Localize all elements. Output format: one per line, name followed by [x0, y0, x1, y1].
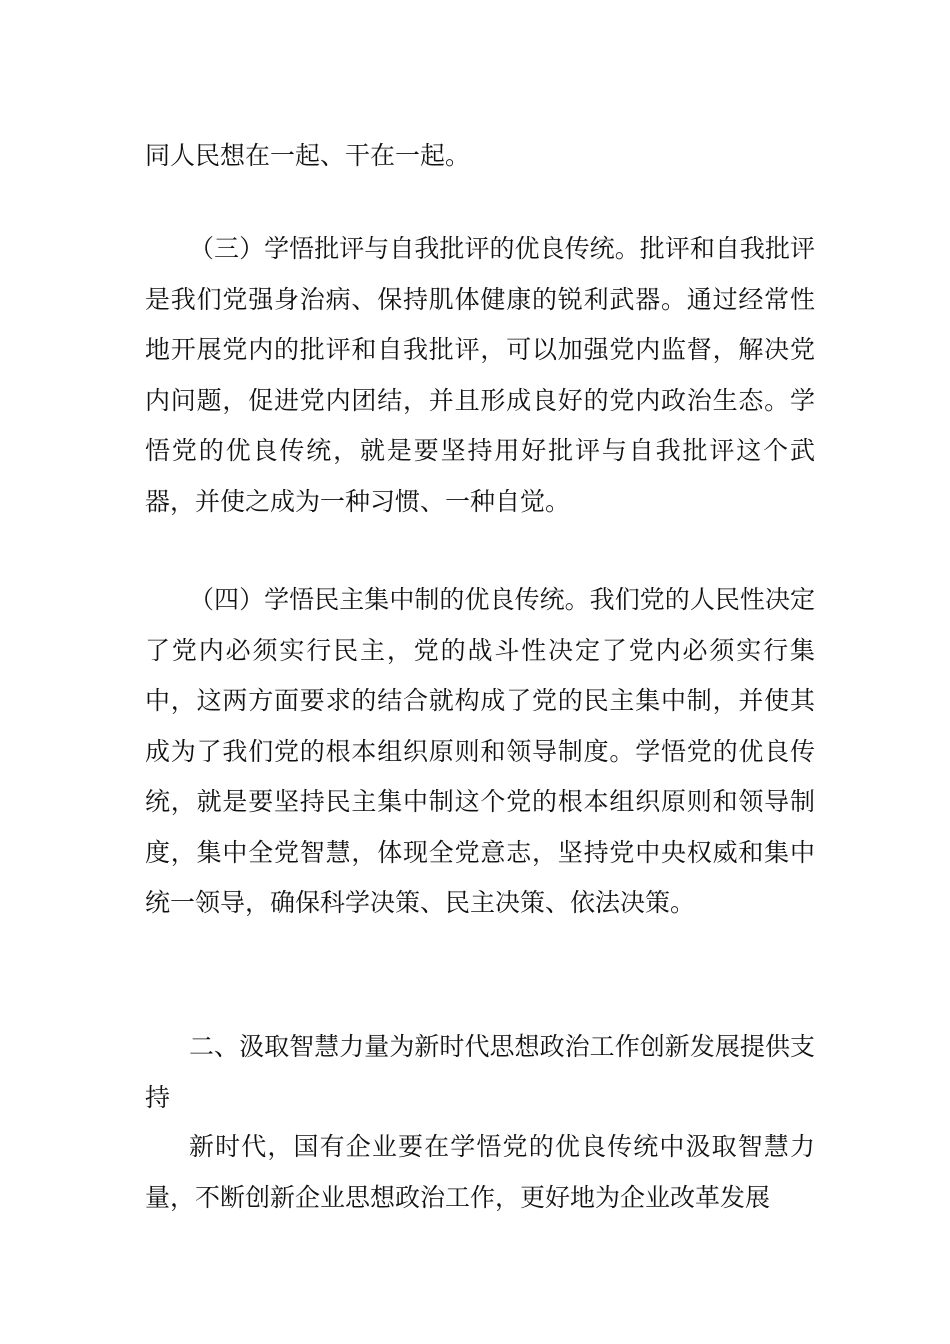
paragraph-new-era: 新时代，国有企业要在学悟党的优良传统中汲取智慧力量，不断创新企业思想政治工作，更好地为企业改革发展: [145, 1132, 815, 1212]
paragraph-section-three: （三）学悟批评与自我批评的优良传统。批评和自我批评是我们党强身治病、保持肌体健康的锐利武器。通过经常性地开展党内的批评和自我批评，可以加强党内监督，解决党内问题，促进党内团结，并且形成良好的党内政治生态。学悟党的优良传统，就是要坚持用好批评与自我批评这个武器，并使之成为一种习惯、一种自觉。: [145, 234, 815, 516]
section-heading-two: 二、汲取智慧力量为新时代思想政治工作创新发展提供支持: [145, 1032, 815, 1112]
paragraph-continuation: 同人民想在一起、干在一起。: [145, 141, 471, 170]
paragraph-section-four: （四）学悟民主集中制的优良传统。我们党的人民性决定了党内必须实行民主，党的战斗性决定了党内必须实行集中，这两方面要求的结合就构成了党的民主集中制，并使其成为了我们党的根本组织原则和领导制度。学悟党的优良传统，就是要坚持民主集中制这个党的根本组织原则和领导制度，集中全党智慧，体现全党意志，坚持党中央权威和集中统一领导，确保科学决策、民主决策、依法决策。: [145, 585, 815, 917]
